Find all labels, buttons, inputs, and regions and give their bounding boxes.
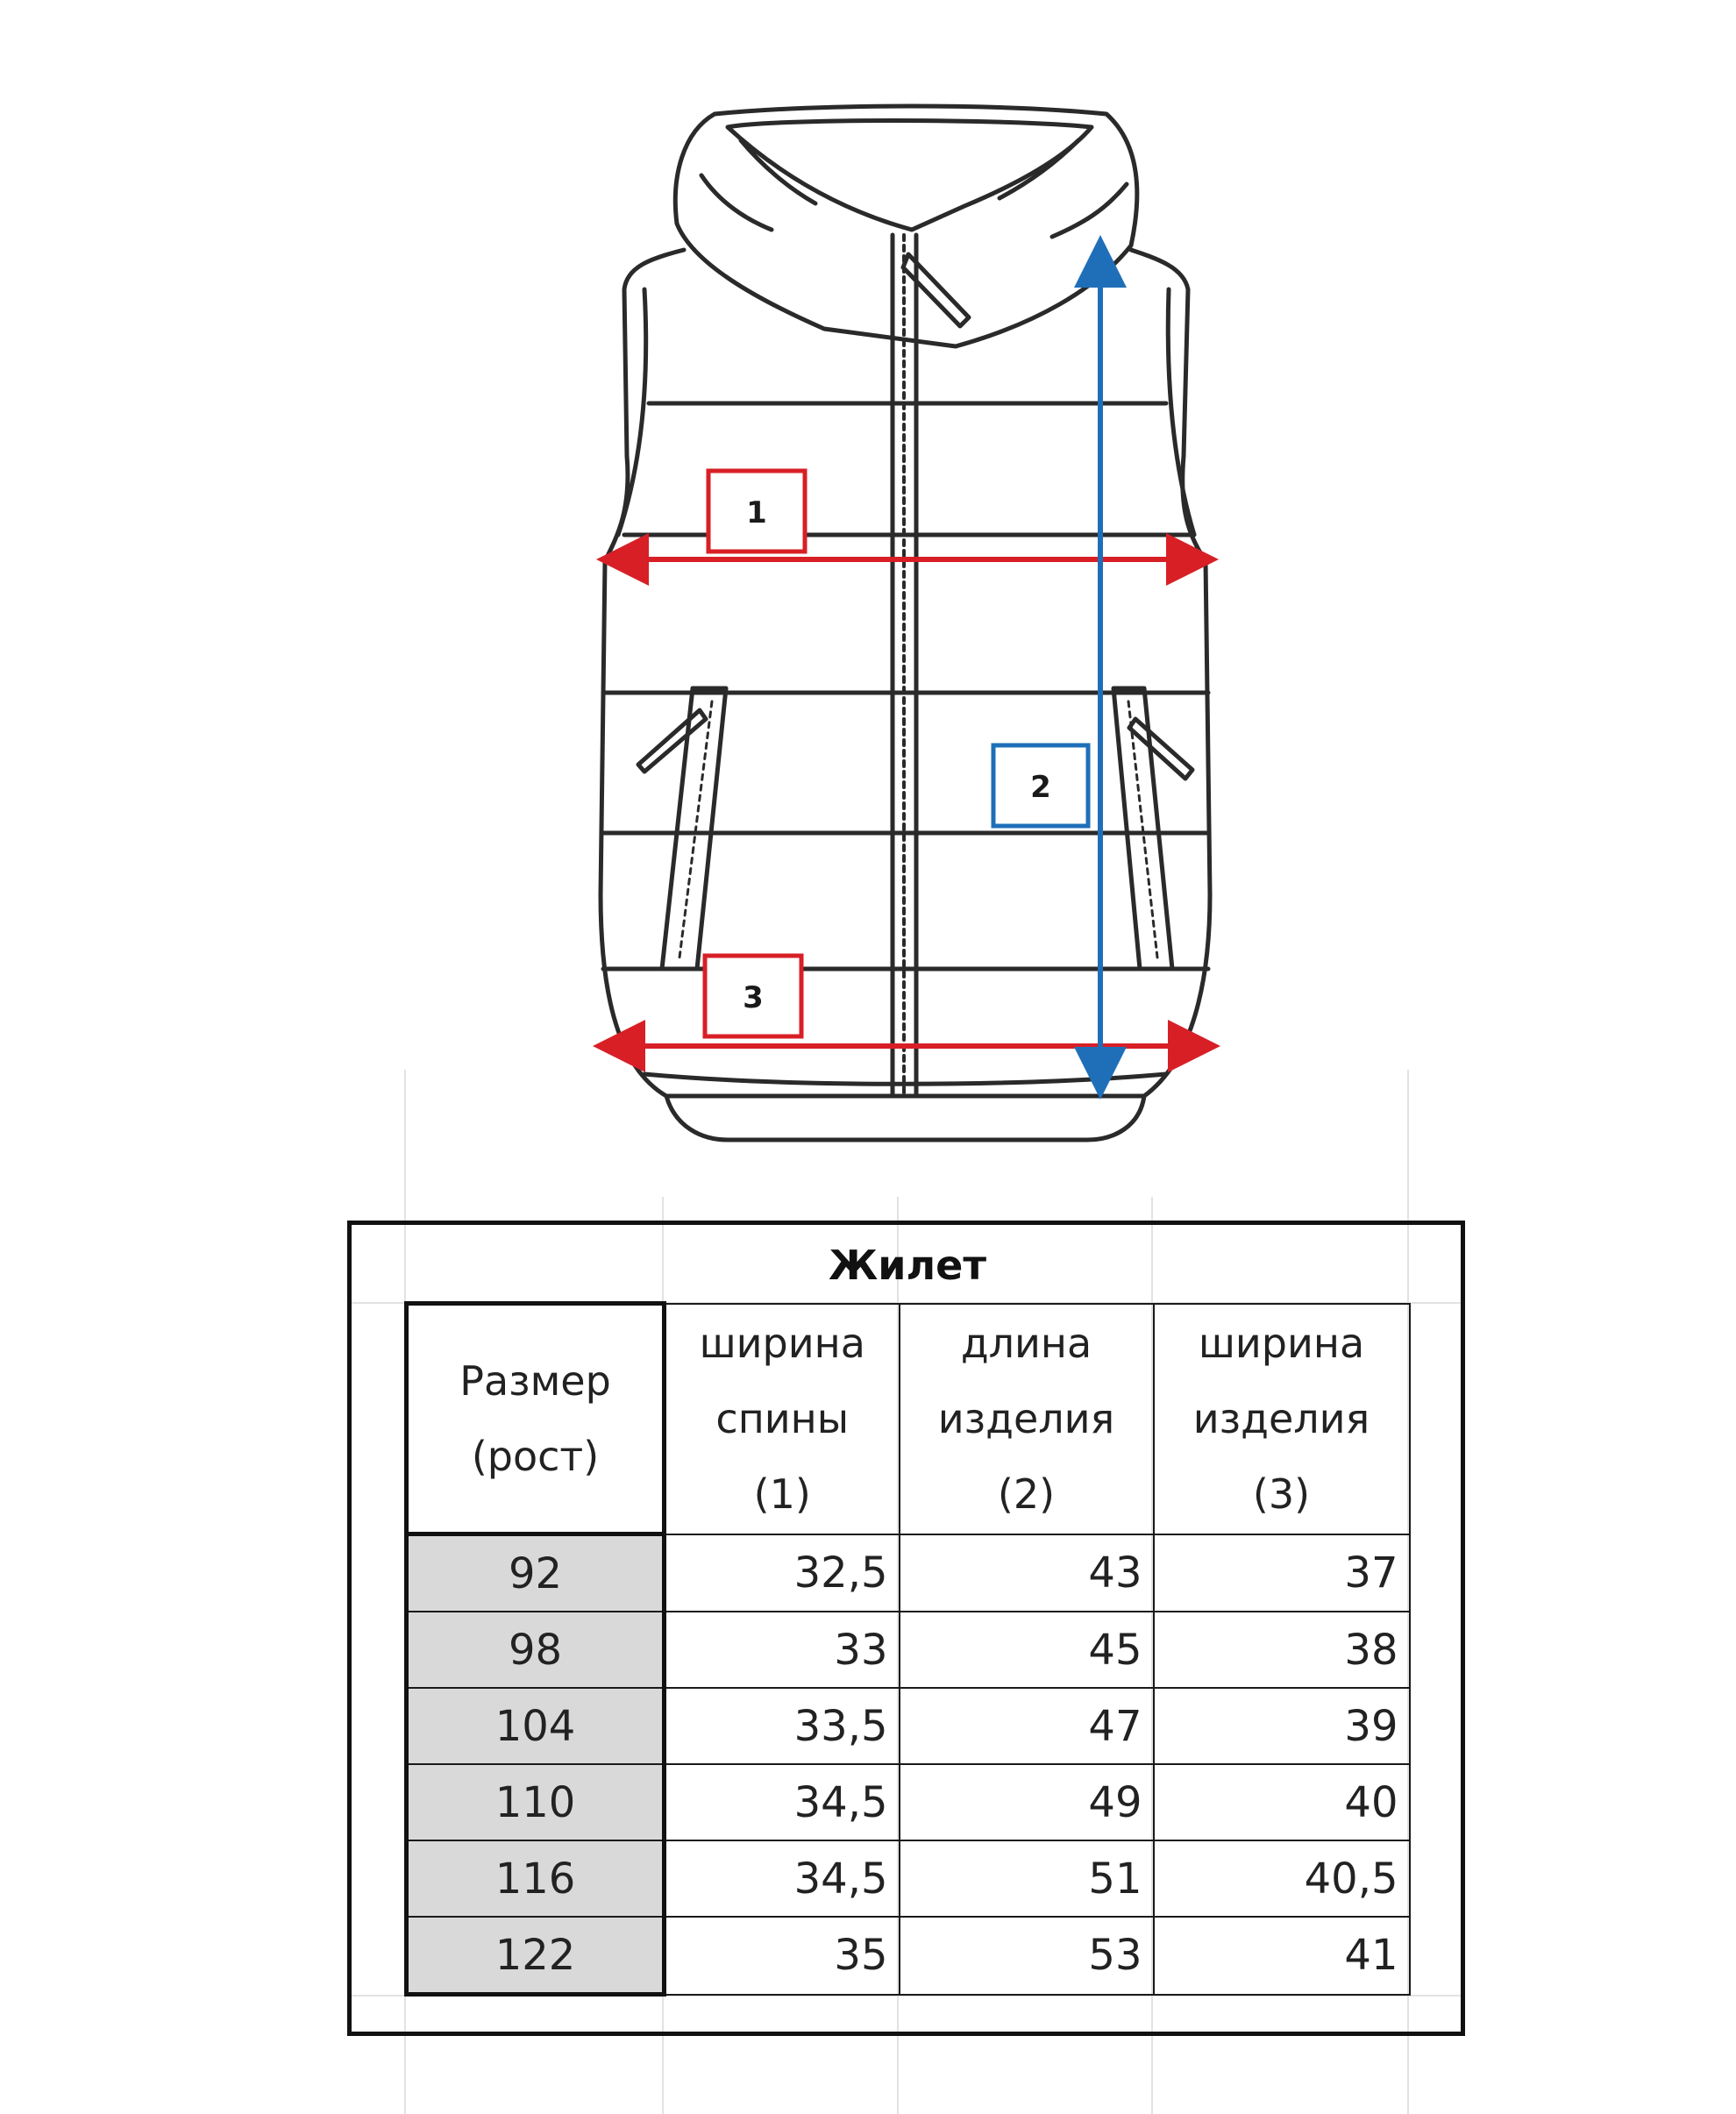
table-row	[407, 1688, 1410, 1764]
length-value: 45	[900, 1612, 1154, 1688]
back-width-value: 32,5	[665, 1534, 900, 1612]
marker-1	[708, 471, 805, 552]
size-value: 122	[407, 1917, 665, 1995]
back-width-value: 34,5	[665, 1764, 900, 1840]
size-table	[404, 1301, 1411, 1997]
size-value: 92	[407, 1534, 665, 1612]
header-back-width: ширина спины (1)	[665, 1304, 900, 1534]
width-value: 40	[1154, 1764, 1410, 1840]
vest-outline	[601, 106, 1210, 1140]
back-width-value: 34,5	[665, 1840, 900, 1917]
size-value: 104	[407, 1688, 665, 1764]
table-row	[407, 1840, 1410, 1917]
svg-text:1: 1	[746, 495, 767, 530]
length-value: 49	[900, 1764, 1154, 1840]
length-value: 47	[900, 1688, 1154, 1764]
back-width-value: 33,5	[665, 1688, 900, 1764]
header-size: Размер (рост)	[407, 1304, 665, 1534]
size-value: 116	[407, 1840, 665, 1917]
back-width-value: 35	[665, 1917, 900, 1995]
table-row	[407, 1764, 1410, 1840]
width-value: 40,5	[1154, 1840, 1410, 1917]
marker-3	[705, 956, 801, 1036]
table-row	[407, 1534, 1410, 1612]
table-row	[407, 1917, 1410, 1995]
header-product-length: длина изделия (2)	[900, 1304, 1154, 1534]
back-width-value: 33	[665, 1612, 900, 1688]
width-value: 38	[1154, 1612, 1410, 1688]
length-value: 43	[900, 1534, 1154, 1612]
table-header-row	[407, 1304, 1410, 1534]
table-title: Жилет	[828, 1242, 987, 1289]
size-value: 110	[407, 1764, 665, 1840]
svg-text:2: 2	[1030, 770, 1051, 805]
width-value: 41	[1154, 1917, 1410, 1995]
svg-text:3: 3	[743, 980, 764, 1015]
marker-2	[993, 745, 1088, 826]
width-value: 39	[1154, 1688, 1410, 1764]
length-value: 53	[900, 1917, 1154, 1995]
header-product-width: ширина изделия (3)	[1154, 1304, 1410, 1534]
width-value: 37	[1154, 1534, 1410, 1612]
table-row	[407, 1612, 1410, 1688]
length-value: 51	[900, 1840, 1154, 1917]
size-value: 98	[407, 1612, 665, 1688]
